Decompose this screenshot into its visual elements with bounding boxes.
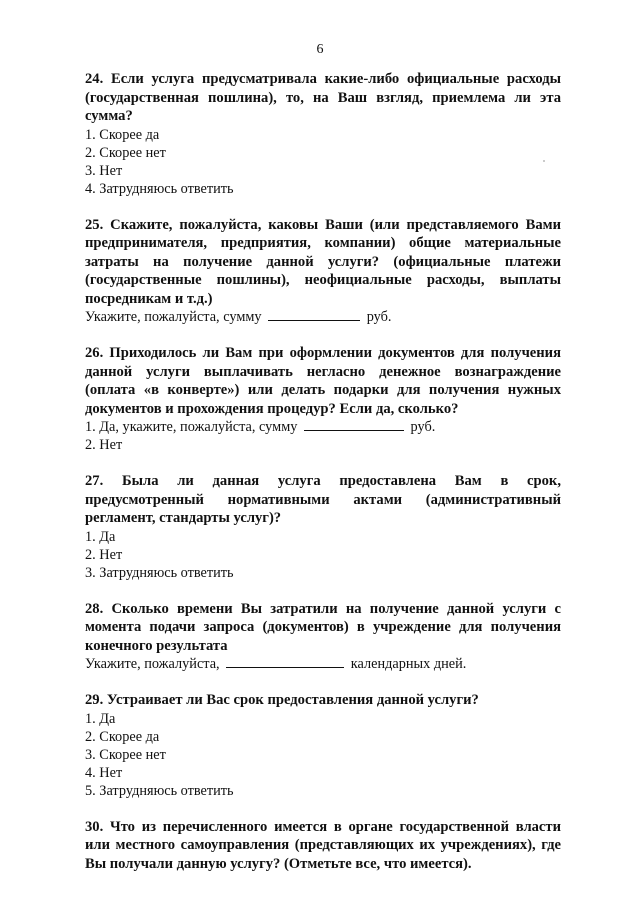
question-text: 27. Была ли данная услуга предоставлена Вам в срок, предусмотренный нормативными актами (административный регламент, стандарты услуг)? [85,473,561,526]
answer-option: 1. Да [85,528,116,545]
question-text: 24. Если услуга предусматривала какие-либо официальные расходы (государственная пошлина), то, на Ваш взгляд, приемлема ли эта сумма? [85,71,561,124]
question-26 [85,344,561,454]
answer-suffix: руб. [410,419,436,435]
answer-option: 3. Скорее нет [85,746,166,763]
answer-option: 4. Нет [85,764,123,781]
question-27 [85,472,561,582]
question-29 [85,691,561,800]
answer-prefix: Укажите, пожалуйста, [85,656,220,672]
question-24 [85,70,561,198]
answer-option: 2. Нет [85,546,123,563]
question-text: 28. Сколько времени Вы затратили на получение данной услуги с момента подачи запроса (документов) в учреждение для получения конечного результата [85,600,561,654]
answer-prefix: Укажите, пожалуйста, сумму [85,309,262,325]
answer-option: 2. Нет [85,437,123,453]
answer-option: 1. Скорее да [85,126,160,143]
answer-option: 2. Скорее да [85,728,160,745]
amount-blank[interactable] [304,418,404,431]
question-30 [85,818,561,874]
answer-options [85,126,561,198]
question-text: 29. Устраивает ли Вас срок предоставления данной услуги? [85,692,479,708]
question-text: 26. Приходилось ли Вам при оформлении документов для получения данной услуги выплачивать негласно денежное вознаграждение (оплата «в конверте») или делать подарки для получения нужных документов и прохождения процедур? Если да, сколько? [85,345,561,417]
answer-options [85,528,561,582]
answer-option: 1. Да [85,710,116,727]
answer-suffix: руб. [366,309,392,325]
amount-blank[interactable] [268,308,360,321]
question-25 [85,216,561,327]
question-text: 25. Скажите, пожалуйста, каковы Ваши (или представляемого Вами предпринимателя, предприятия, компании) общие материальные затраты на получение данной услуги? (официальные платежи (государственные пошлины), неофициальные расходы, выплаты посредникам и т.д.) [85,216,561,307]
days-answer-line [85,655,561,673]
answer-option: 4. Затрудняюсь ответить [85,180,234,197]
question-text: 30. Что из перечисленного имеется в органе государственной власти или местного самоуправления (представляющих их учреждениях), где Вы получали данную услугу? (Отметьте все, что имеется). [85,818,561,872]
questionnaire-page [85,70,561,873]
answer-prefix: 1. Да, укажите, пожалуйста, сумму [85,419,298,435]
answer-option: 2. Скорее нет [85,144,166,161]
answer-option: 5. Затрудняюсь ответить [85,782,234,799]
answer-option-yes [85,418,561,436]
question-28 [85,600,561,674]
answer-options [85,710,561,800]
answer-suffix: календарных дней. [350,656,467,672]
page-number: 6 [316,42,324,57]
answer-option: 3. Затрудняюсь ответить [85,564,234,581]
amount-answer-line [85,308,561,326]
days-blank[interactable] [226,655,344,668]
answer-option: 3. Нет [85,162,123,179]
